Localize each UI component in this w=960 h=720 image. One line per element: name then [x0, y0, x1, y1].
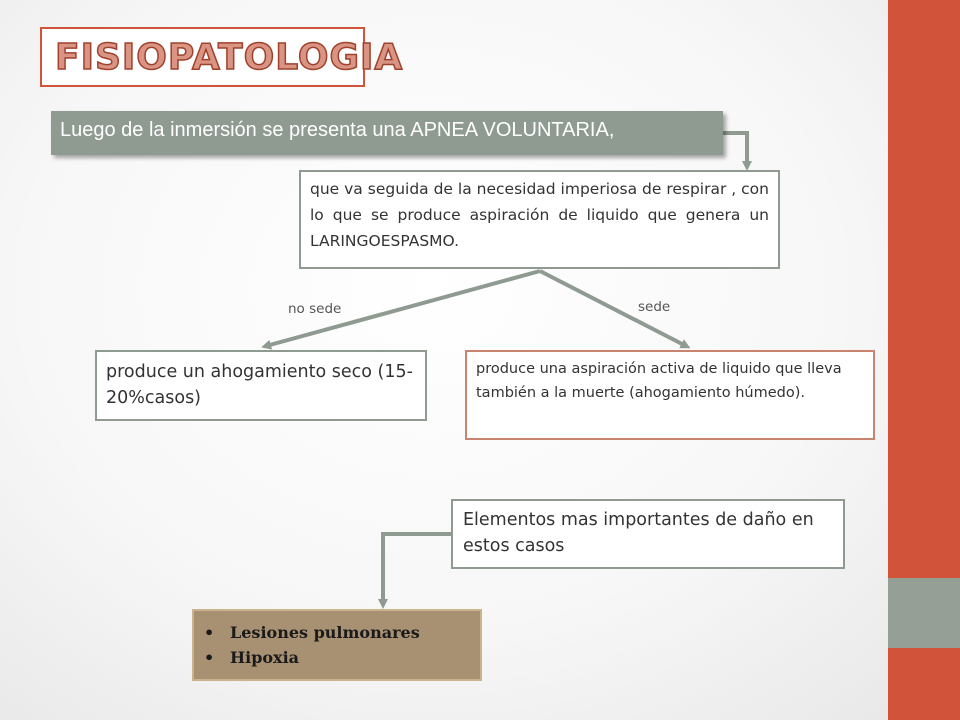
ahogamiento-seco-box: produce un ahogamiento seco (15-20%casos) [95, 350, 427, 421]
laringoespasmo-box: que va seguida de la necesidad imperiosa de respirar , con lo que se produce aspiración de liquido que genera un LARINGOESPASMO. [299, 170, 780, 269]
lesiones-list [202, 620, 420, 670]
ahogamiento-humedo-box: produce una aspiración activa de liquido que lleva también a la muerte (ahogamiento húmedo). [465, 350, 875, 440]
title-box [40, 27, 404, 87]
list-item-text: Hipoxia [230, 648, 300, 667]
arrow-elementos-to-lesiones [383, 534, 451, 604]
arrow-apnea-to-seguida [723, 133, 747, 166]
sede-label: sede [638, 299, 671, 315]
list-item [202, 645, 420, 670]
bullet-icon: • [204, 623, 215, 642]
list-item [202, 620, 420, 645]
elementos-dano-box: Elementos mas importantes de daño en estos casos [451, 499, 845, 569]
list-item-text: Lesiones pulmonares [230, 623, 420, 642]
lesiones-box [192, 609, 482, 681]
no-sede-label: no sede [288, 301, 342, 317]
bullet-icon: • [204, 648, 215, 667]
apnea-box: Luego de la inmersión se presenta una APNEA VOLUNTARIA, [51, 111, 723, 155]
slide-title: FISIOPATOLOGIA [55, 37, 404, 78]
